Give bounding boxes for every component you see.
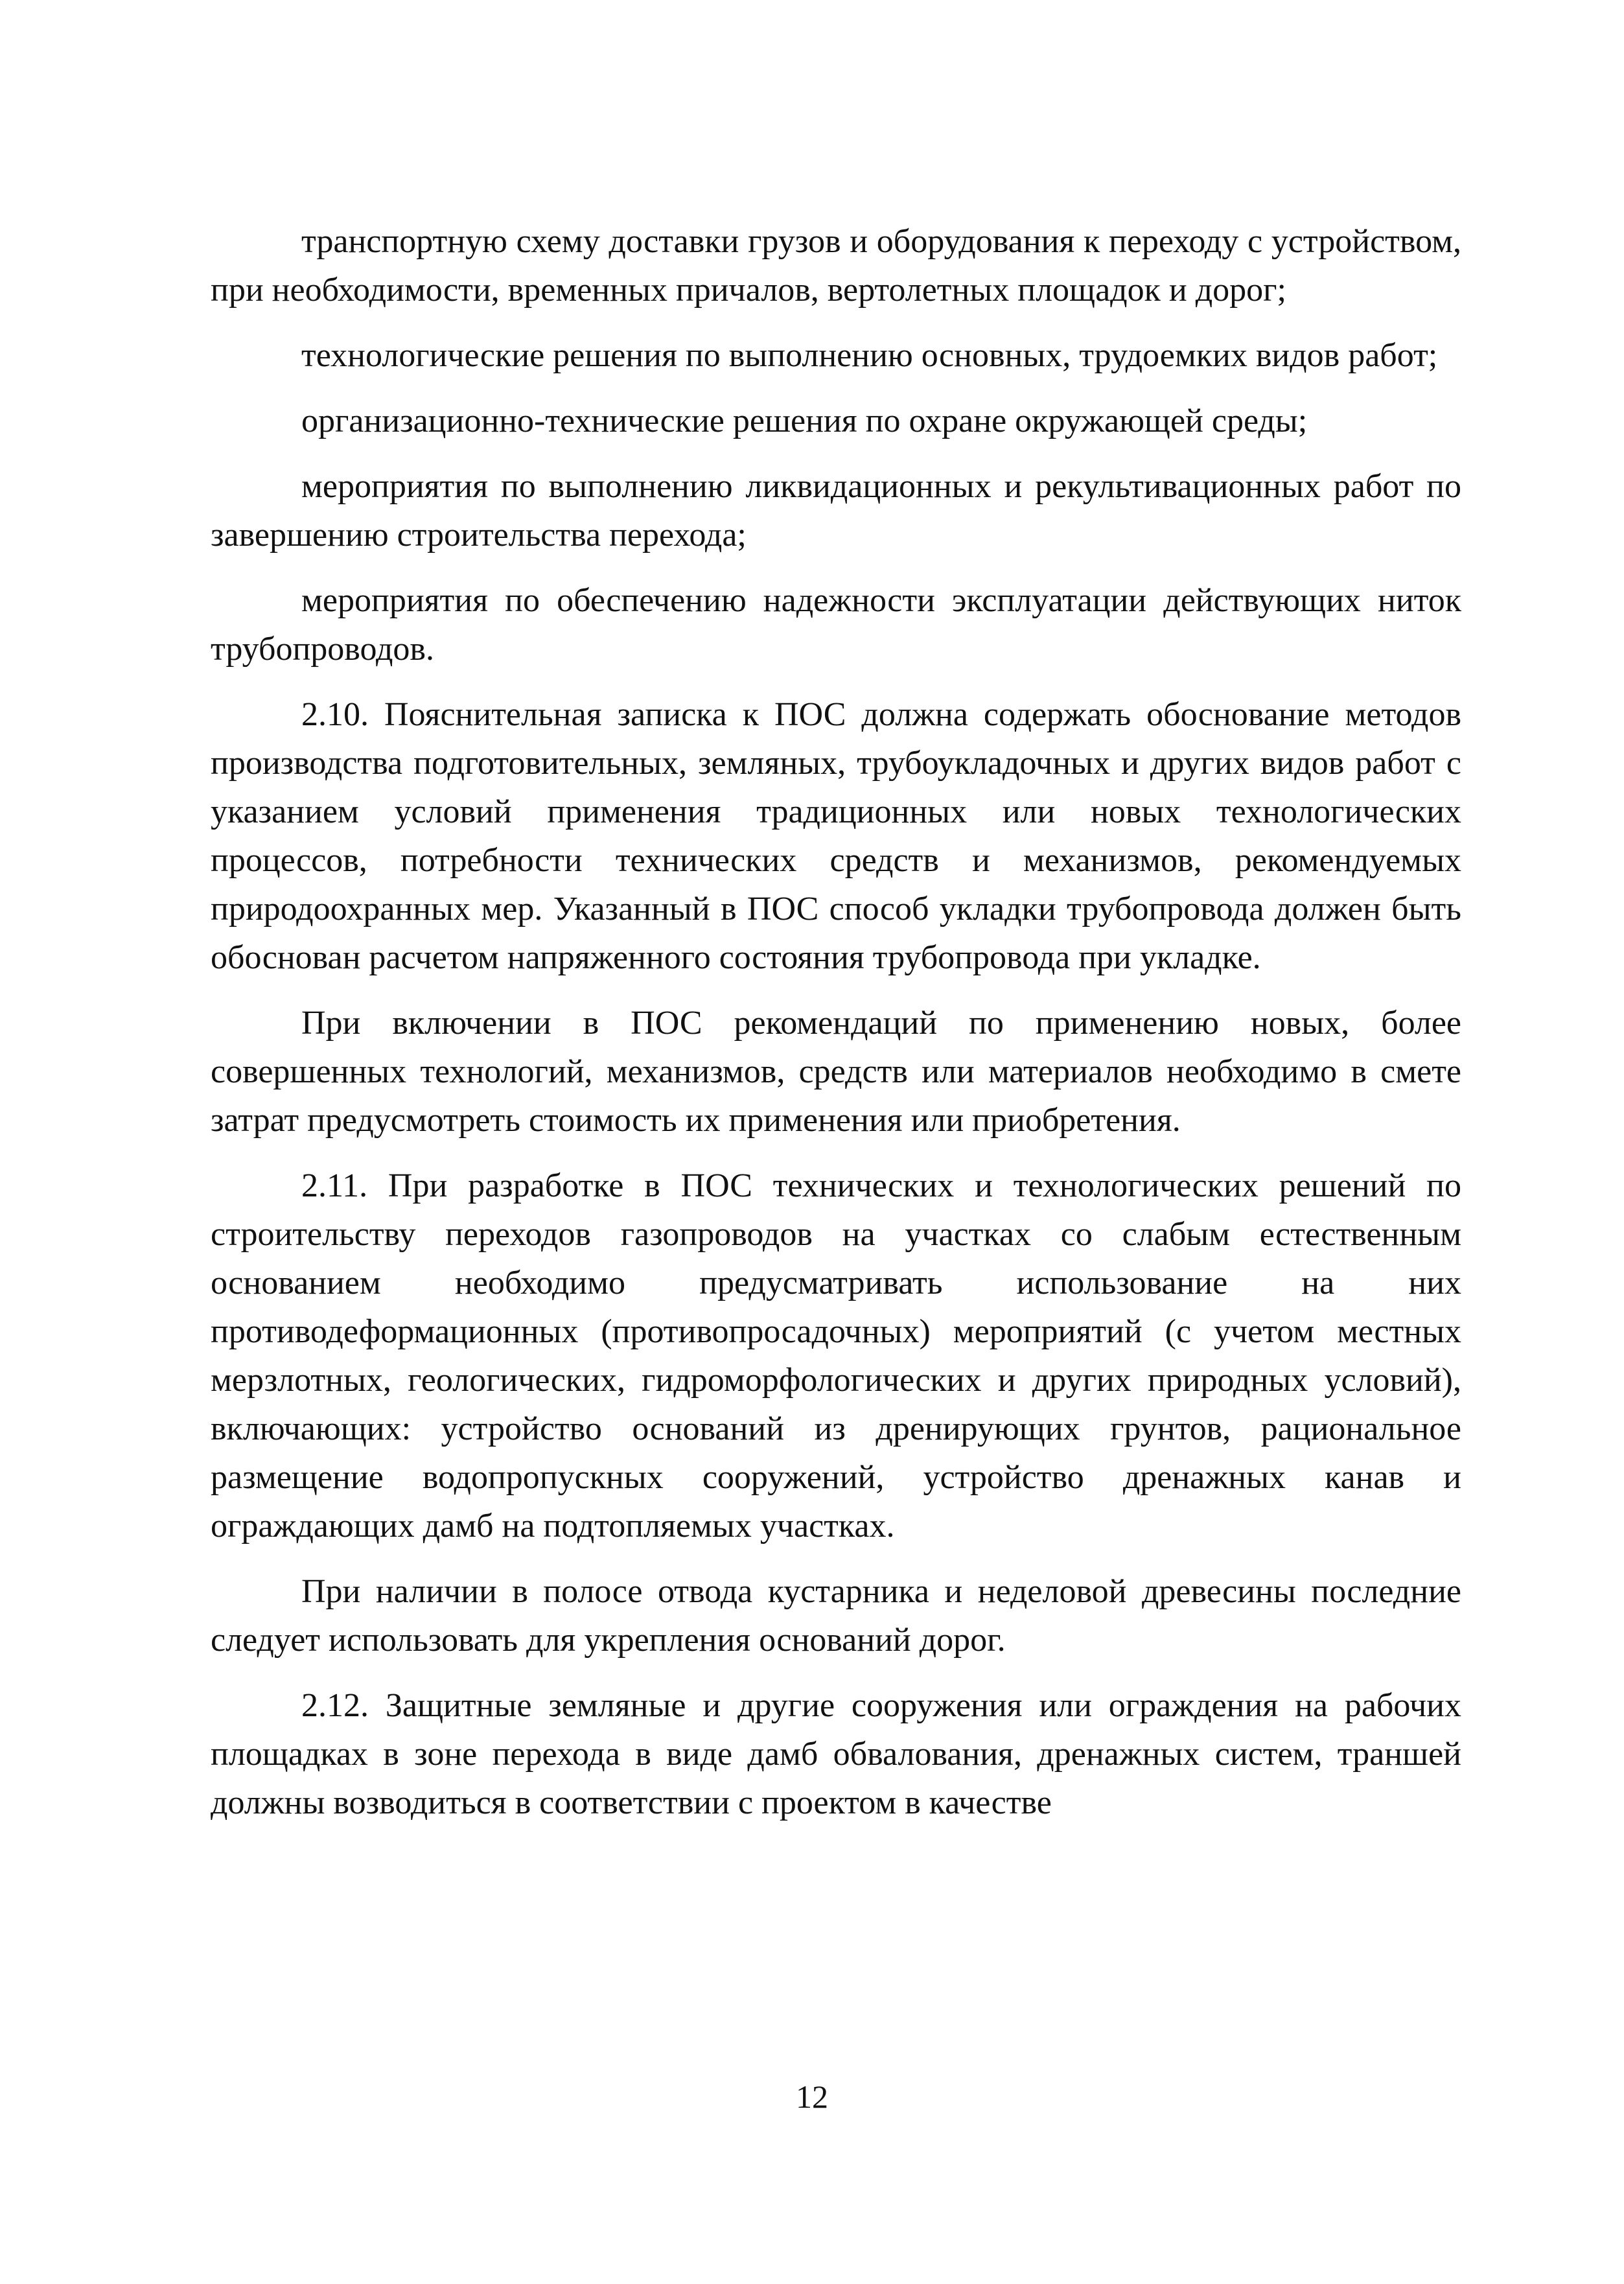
- page-number: 12: [796, 2079, 828, 2115]
- paragraph-environmental-protection: организационно-технические решения по охране окружающей среды;: [301, 402, 1308, 439]
- paragraph-section-2-12: 2.12. Защитные земляные и другие сооружения или ограждения на рабочих площадках в зоне перехода в виде дамб обвалования, дренажных систем, траншей должны возводиться в соответствии с проектом в качестве: [211, 1687, 1461, 1821]
- paragraph-section-2-11: 2.11. При разработке в ПОС технических и технологических решений по строительству переходов газопроводов на участках со слабым естественным основанием необходимо предусматривать использование на них противодеформационных (противопросадочных) мероприятий (с учетом местных мерзлотных, геологических, гидроморфологических и других природных условий), включающих: устройство оснований из дренирующих грунтов, рациональное размещение водопропускных сооружений, устройство дренажных канав и ограждающих дамб на подтопляемых участках.: [211, 1167, 1461, 1544]
- paragraph-section-2-10: 2.10. Пояснительная записка к ПОС должна содержать обоснование методов производства подготовительных, земляных, трубоукладочных и других видов работ с указанием условий применения традиционных или новых технологических процессов, потребности технических средств и механизмов, рекомендуемых природоохранных мер. Указанный в ПОС способ укладки трубопровода должен быть обоснован расчетом напряженного состояния трубопровода при укладке.: [211, 696, 1461, 976]
- body-text: [211, 217, 1461, 1844]
- paragraph-pipeline-reliability: мероприятия по обеспечению надежности эксплуатации действующих ниток трубопроводов.: [211, 582, 1461, 668]
- paragraph-shrub-usage: При наличии в полосе отвода кустарника и неделовой древесины последние следует использовать для укрепления оснований дорог.: [211, 1573, 1461, 1659]
- paragraph-new-technologies: При включении в ПОС рекомендаций по применению новых, более совершенных технологий, механизмов, средств или материалов необходимо в смете затрат предусмотреть стоимость их применения или приобретения.: [211, 1005, 1461, 1139]
- paragraph-reclamation-works: мероприятия по выполнению ликвидационных и рекультивационных работ по завершению строительства перехода;: [211, 468, 1461, 554]
- paragraph-technological-solutions: технологические решения по выполнению основных, трудоемких видов работ;: [301, 337, 1438, 374]
- paragraph-transport-scheme: транспортную схему доставки грузов и оборудования к переходу с устройством, при необходимости, временных причалов, вертолетных площадок и дорог;: [211, 223, 1461, 309]
